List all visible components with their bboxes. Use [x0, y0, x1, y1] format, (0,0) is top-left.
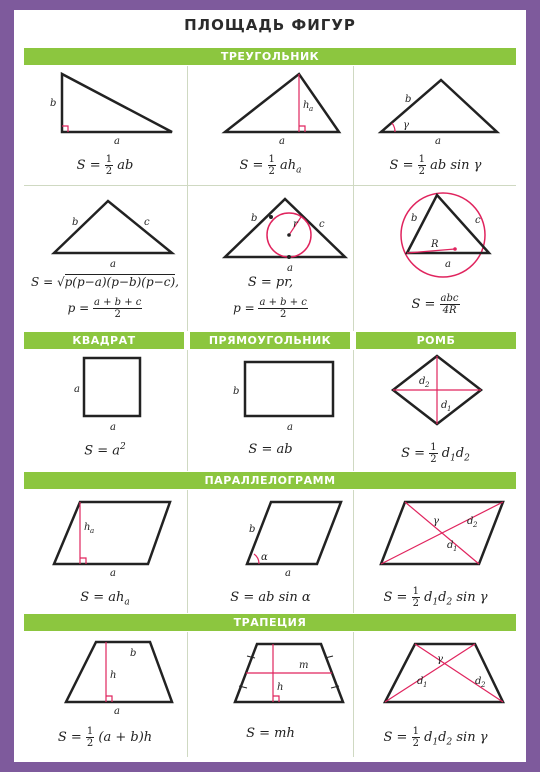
- label-b: b: [249, 524, 256, 535]
- label-a: a: [114, 706, 120, 717]
- cell-rectangle: [189, 350, 352, 471]
- cell-trapezoid-bases: [24, 632, 186, 757]
- grid-divider: [187, 66, 188, 331]
- cell-parallelogram-height: [24, 490, 186, 613]
- label-m: m: [299, 660, 309, 671]
- section-header-trapezoid: ТРАПЕЦИЯ: [24, 614, 516, 631]
- formula-triangle-height: S = $\frac{1}{2}$ $ah_a$: [239, 154, 302, 177]
- formula-rhombus: S = $\frac{1}{2}$ $d_1d_2$: [401, 442, 470, 465]
- grid-divider: [353, 350, 354, 471]
- label-R: R: [431, 239, 439, 250]
- section-header-parallelogram: ПАРАЛЛЕЛОГРАММ: [24, 472, 516, 489]
- grid-divider: [353, 632, 354, 757]
- label-d1: d: [447, 540, 454, 551]
- cell-parallelogram-angle: [189, 490, 352, 613]
- cell-triangle-angle: [355, 66, 516, 184]
- formula-parallelogram-diagonals: S = $\frac{1}{2}$ $d_1d_2$ sin γ: [383, 586, 488, 609]
- grid-divider: [187, 632, 188, 757]
- label-d1: d: [417, 676, 424, 687]
- label-h-sub: a: [309, 105, 314, 113]
- formula-parallelogram-height: $S = ah_a$: [80, 590, 130, 608]
- grid-divider: [187, 350, 188, 471]
- svg-text:1: 1: [447, 405, 452, 413]
- svg-text:2: 2: [425, 381, 430, 389]
- formula-sheet: [14, 10, 526, 762]
- cell-right-triangle: [24, 66, 186, 184]
- cell-triangle-height: [189, 66, 352, 184]
- page-title: ПЛОЩАДЬ ФИГУР: [184, 16, 356, 34]
- grid-divider: [353, 490, 354, 613]
- angle-gamma: γ: [403, 120, 409, 131]
- section-header-triangle: ТРЕУГОЛЬНИК: [24, 48, 516, 65]
- label-b: b: [72, 217, 79, 228]
- label-h: h: [84, 522, 91, 533]
- formula-rectangle: S = ab: [248, 442, 293, 457]
- label-a: a: [287, 422, 293, 433]
- cell-rhombus: [355, 350, 516, 471]
- formula-trapezoid-diagonals: S = $\frac{1}{2}$ $d_1d_2$ sin γ: [383, 726, 488, 749]
- label-a: a: [110, 422, 116, 433]
- formula-semiperimeter: p = $\frac{a + b + c}{2}$: [67, 297, 142, 320]
- cell-circumscribed-circle: [355, 187, 516, 331]
- cell-heron: [24, 187, 186, 331]
- label-c: c: [144, 217, 150, 228]
- label-d1: d: [441, 400, 448, 411]
- cell-inscribed-circle: [189, 187, 352, 331]
- grid-divider: [353, 66, 354, 331]
- grid-divider: [24, 185, 516, 186]
- label-h: h: [110, 670, 117, 681]
- label-b: b: [50, 98, 57, 109]
- angle-alpha: α: [261, 552, 268, 563]
- label-d2: d: [467, 516, 474, 527]
- label-b: b: [251, 213, 258, 224]
- label-b: b: [405, 94, 412, 105]
- label-a: a: [445, 259, 451, 270]
- svg-text:a: a: [90, 527, 95, 535]
- label-b: b: [411, 213, 418, 224]
- angle-gamma: γ: [433, 516, 439, 527]
- formula-heron: S = √p(p−a)(p−b)(p−c),: [31, 275, 179, 289]
- label-a: a: [110, 568, 116, 579]
- svg-text:1: 1: [453, 545, 458, 553]
- formula-trapezoid-bases: S = $\frac{1}{2}$ (a + b)h: [57, 726, 153, 749]
- label-a: a: [279, 136, 285, 147]
- label-c: c: [475, 215, 481, 226]
- svg-text:2: 2: [473, 521, 478, 529]
- label-a: a: [287, 263, 293, 274]
- label-a-side: a: [74, 384, 80, 395]
- formula-parallelogram-angle: S = ab sin α: [230, 590, 311, 605]
- formula-inradius: S = pr,: [247, 275, 294, 290]
- label-h: h: [277, 682, 284, 693]
- formula-right-triangle: S = $\frac{1}{2}$ ab: [76, 154, 134, 177]
- formula-semiperimeter: p = $\frac{a + b + c}{2}$: [233, 297, 307, 320]
- label-a: a: [285, 568, 291, 579]
- label-b: b: [130, 648, 137, 659]
- label-a: a: [435, 136, 441, 147]
- label-c: c: [319, 219, 325, 230]
- section-header-rhombus: РОМБ: [356, 332, 516, 349]
- label-a: a: [110, 259, 116, 270]
- cell-trapezoid-diagonals: [355, 632, 516, 757]
- angle-gamma: γ: [437, 654, 443, 665]
- formula-square: $S = a^2$: [84, 442, 126, 459]
- section-header-rectangle: ПРЯМОУГОЛЬНИК: [190, 332, 350, 349]
- label-b: b: [233, 386, 240, 397]
- label-h: h: [303, 100, 310, 111]
- label-d2: d: [475, 676, 482, 687]
- formula-circumradius: S = $\frac{\text{abc}}{4R}$: [411, 293, 459, 316]
- grid-divider: [187, 490, 188, 613]
- cell-parallelogram-diagonals: [355, 490, 516, 613]
- cell-square: [24, 350, 186, 471]
- label-d2: d: [419, 376, 426, 387]
- svg-text:2: 2: [481, 681, 486, 689]
- label-a: a: [114, 136, 120, 147]
- svg-text:1: 1: [423, 681, 428, 689]
- formula-triangle-angle: S = $\frac{1}{2}$ ab sin γ: [389, 154, 482, 177]
- section-header-square: КВАДРАТ: [24, 332, 184, 349]
- formula-trapezoid-midline: S = mh: [246, 726, 295, 741]
- label-r: r: [293, 219, 298, 230]
- cell-trapezoid-midline: [189, 632, 352, 757]
